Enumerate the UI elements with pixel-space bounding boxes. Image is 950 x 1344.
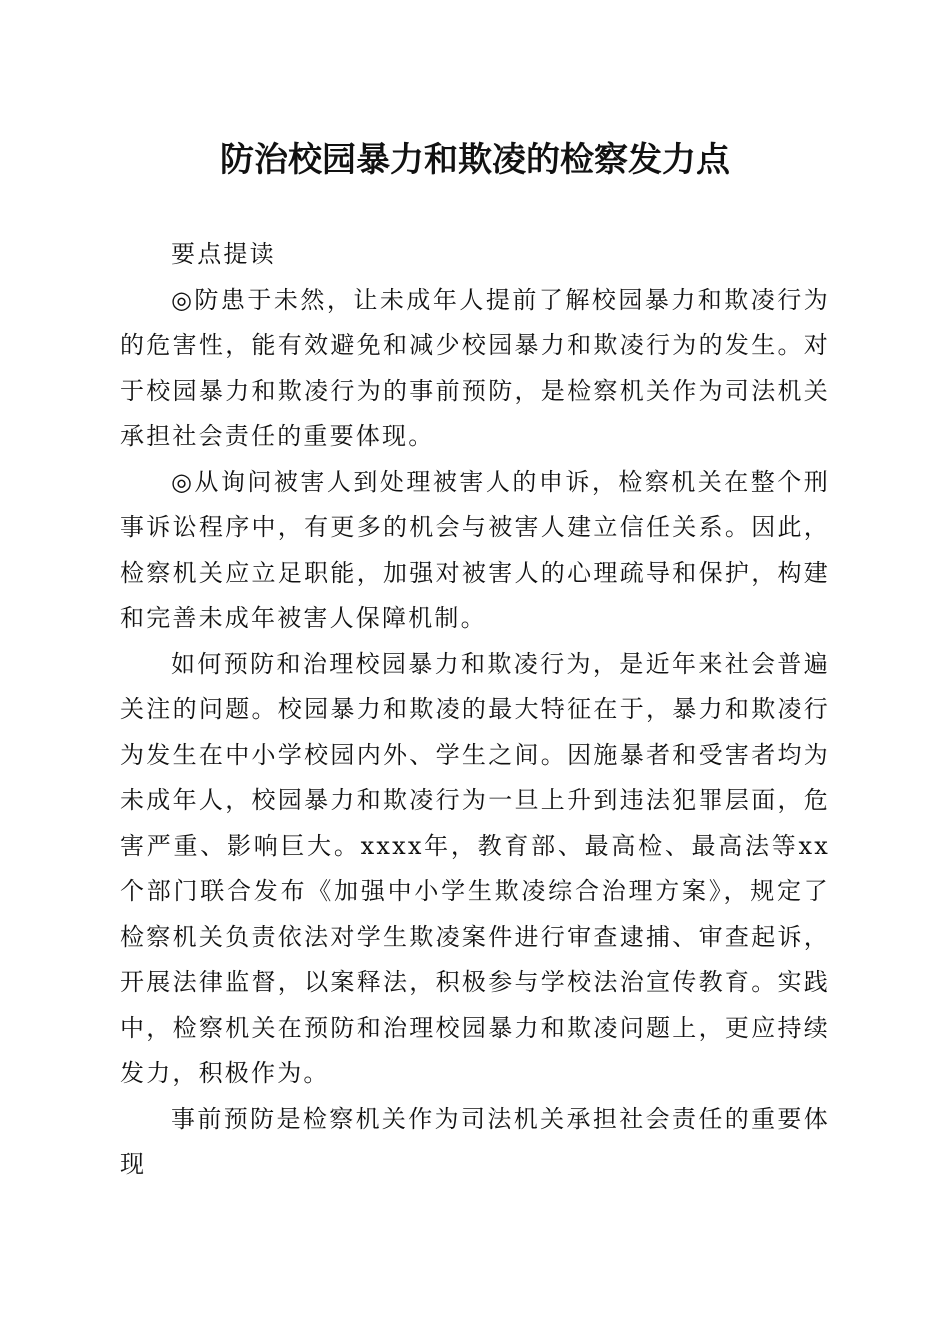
paragraph-summary-heading: 要点提读: [171, 240, 276, 268]
document-page: [120, 0, 830, 1344]
paragraph-summary-point-1: ◎防患于未然，让未成年人提前了解校园暴力和欺凌行为的危害性，能有效避免和减少校园暴力和欺凌行为的发生。对于校园暴力和欺凌行为的事前预防，是检察机关作为司法机关承担社会责任的重要体现。: [120, 285, 830, 450]
document-title: 防治校园暴力和欺凌的检察发力点: [220, 140, 730, 180]
paragraph-summary-point-2: ◎从询问被害人到处理被害人的申诉，检察机关在整个刑事诉讼程序中，有更多的机会与被害人建立信任关系。因此，检察机关应立足职能，加强对被害人的心理疏导和保护，构建和完善未成年被害人保障机制。: [120, 467, 830, 632]
document-body: [120, 232, 830, 1188]
section-heading: 事前预防是检察机关作为司法机关承担社会责任的重要体现: [120, 1104, 830, 1178]
paragraph-introduction: 如何预防和治理校园暴力和欺凌行为，是近年来社会普遍关注的问题。校园暴力和欺凌的最大特征在于，暴力和欺凌行为发生在中小学校园内外、学生之间。因施暴者和受害者均为未成年人，校园暴力和欺凌行为一旦上升到违法犯罪层面，危害严重、影响巨大。xxxx年，教育部、最高检、最高法等xx个部门联合发布《加强中小学生欺凌综合治理方案》，规定了检察机关负责依法对学生欺凌案件进行审查逮捕、审查起诉，开展法律监督，以案释法，积极参与学校法治宣传教育。实践中，检察机关在预防和治理校园暴力和欺凌问题上，更应持续发力，积极作为。: [120, 649, 830, 1087]
